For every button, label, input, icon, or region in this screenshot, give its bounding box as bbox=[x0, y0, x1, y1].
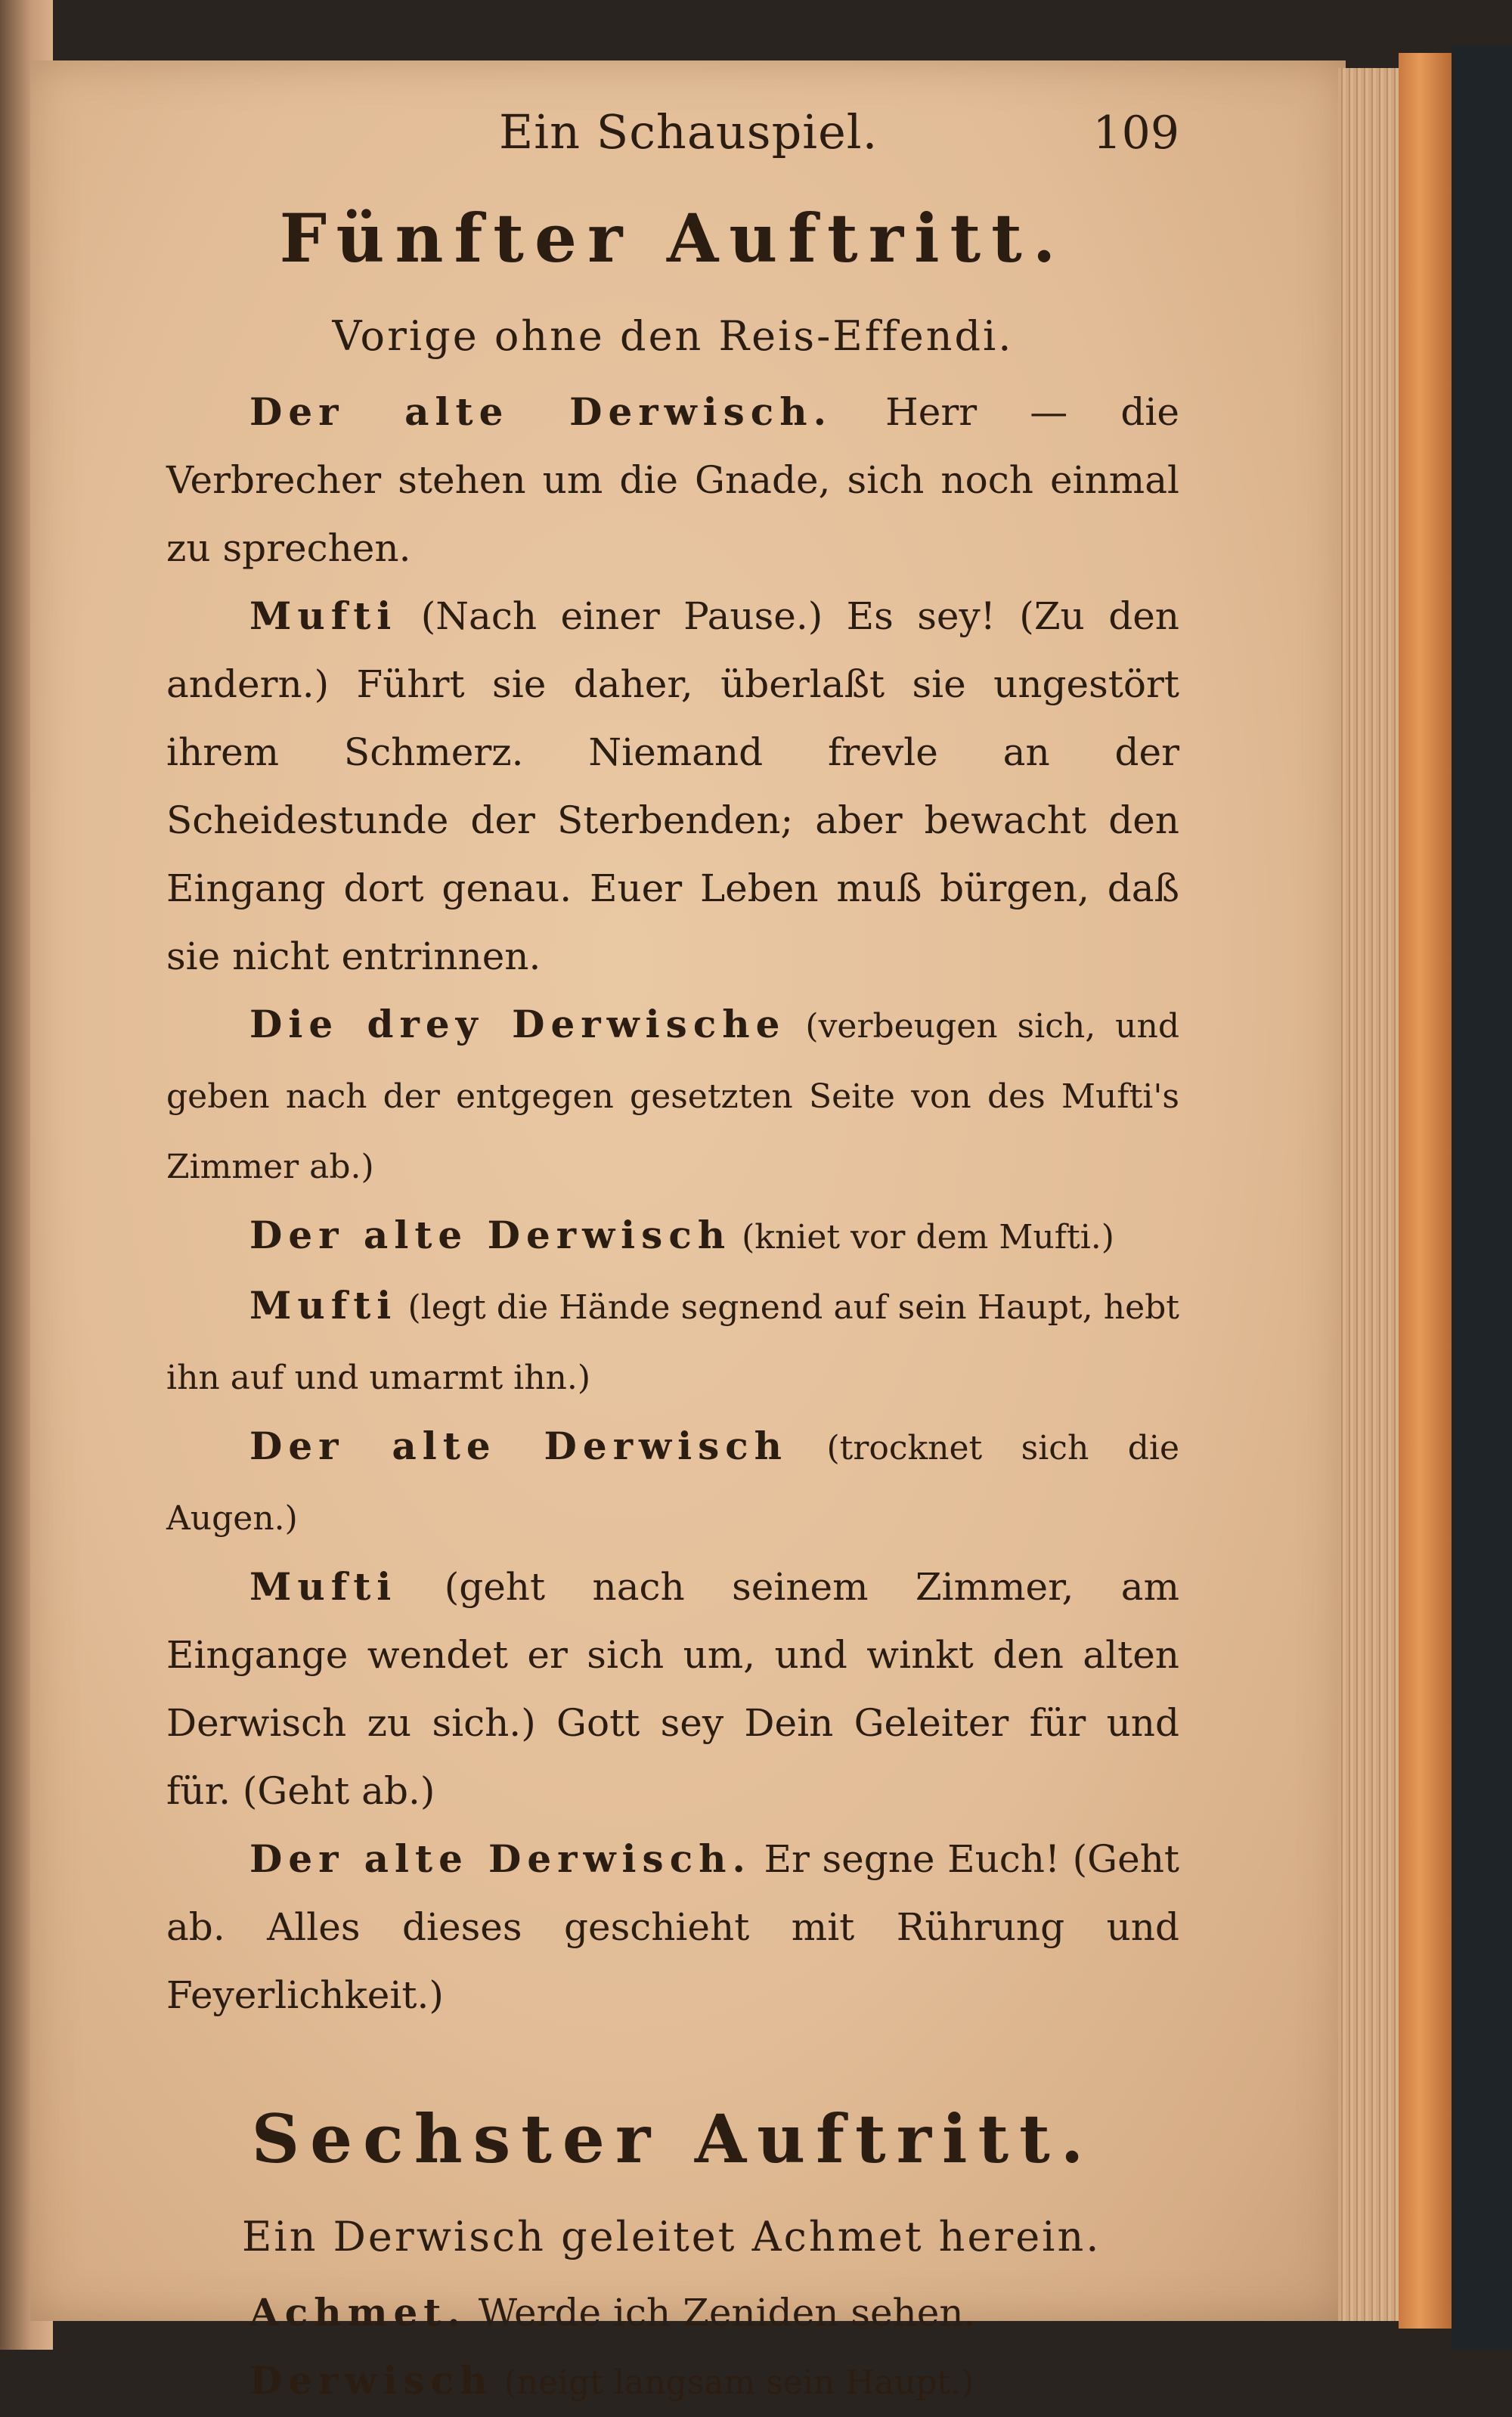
scene-heading: Sechster Auftritt. bbox=[251, 2099, 1095, 2178]
dialogue-line bbox=[166, 1272, 1179, 1412]
page-text bbox=[166, 98, 1179, 2417]
stage-direction: (verbeugen sich, und geben nach der entgegen gesetzten Seite von des Mufti's Zimmer ab.) bbox=[166, 1007, 1179, 1186]
dialogue-line bbox=[166, 2347, 1179, 2417]
speaker-name: Der alte Derwisch bbox=[249, 1424, 789, 1468]
dialogue-line bbox=[166, 990, 1179, 1201]
stage-direction: (neigt langsam sein Haupt.) bbox=[493, 2363, 974, 2402]
speaker-name: Der alte Derwisch. bbox=[249, 389, 833, 434]
stage-direction: (legt die Hände segnend auf sein Haupt, hebt ihn auf und umarmt ihn.) bbox=[166, 1288, 1179, 1397]
speaker-name: Der alte Derwisch bbox=[249, 1213, 732, 1257]
cast-list: Ein Derwisch geleitet Achmet herein. bbox=[242, 2213, 1101, 2261]
book-cover bbox=[1452, 45, 1512, 2350]
speaker-name: Derwisch bbox=[249, 2358, 494, 2403]
dialogue-line bbox=[166, 1553, 1179, 1825]
speech-text: Er segne Euch! (Geht ab. Alles dieses geschieht mit Rührung und Feyerlichkeit.) bbox=[166, 1837, 1180, 2017]
running-header bbox=[166, 98, 1179, 181]
speech-text: (geht nach seinem Zimmer, am Eingange wendet er sich um, und winkt den alten Derwisch zu sich.) Gott sey Dein Geleiter für und für. (Geht ab.) bbox=[166, 1565, 1179, 1813]
cover-edge bbox=[1399, 53, 1452, 2329]
running-title: Ein Schauspiel. bbox=[499, 104, 878, 160]
dialogue-line bbox=[166, 1201, 1179, 1272]
dialogue-line bbox=[166, 1825, 1179, 2029]
speaker-name: Die drey Derwische bbox=[249, 1002, 786, 1046]
scene-heading: Fünfter Auftritt. bbox=[279, 199, 1067, 277]
speaker-name: Der alte Derwisch. bbox=[249, 1836, 751, 1881]
dialogue-line bbox=[166, 378, 1179, 582]
speech-text: (Nach einer Pause.) Es sey! (Zu den andern.) Führt sie daher, überlaßt sie ungestört ihrem Schmerz. Niemand frevle an der Scheidestunde der Sterbenden; aber bewacht den Eingang dort genau. Euer Leben muß bürgen, daß sie nicht entrinnen. bbox=[166, 594, 1179, 978]
speaker-name: Mufti bbox=[249, 593, 398, 638]
cast-list: Vorige ohne den Reis-Effendi. bbox=[332, 312, 1014, 360]
page-number: 109 bbox=[1092, 107, 1179, 160]
speaker-name: Mufti bbox=[249, 1564, 398, 1609]
speaker-name: Achmet. bbox=[249, 2290, 466, 2335]
stage-direction: (trocknet sich die Augen.) bbox=[166, 1429, 1179, 1538]
speech-text: Werde ich Zeniden sehen. bbox=[466, 2291, 976, 2335]
stage-direction: (kniet vor dem Mufti.) bbox=[731, 1218, 1114, 1257]
speech-text: Herr — die Verbrecher stehen um die Gnade, sich noch einmal zu sprechen. bbox=[166, 390, 1180, 570]
dialogue-line bbox=[166, 1412, 1179, 1553]
page-edges bbox=[1338, 68, 1399, 2321]
dialogue-line bbox=[166, 2279, 1179, 2347]
dialogue-line bbox=[166, 582, 1179, 990]
speaker-name: Mufti bbox=[249, 1283, 398, 1328]
